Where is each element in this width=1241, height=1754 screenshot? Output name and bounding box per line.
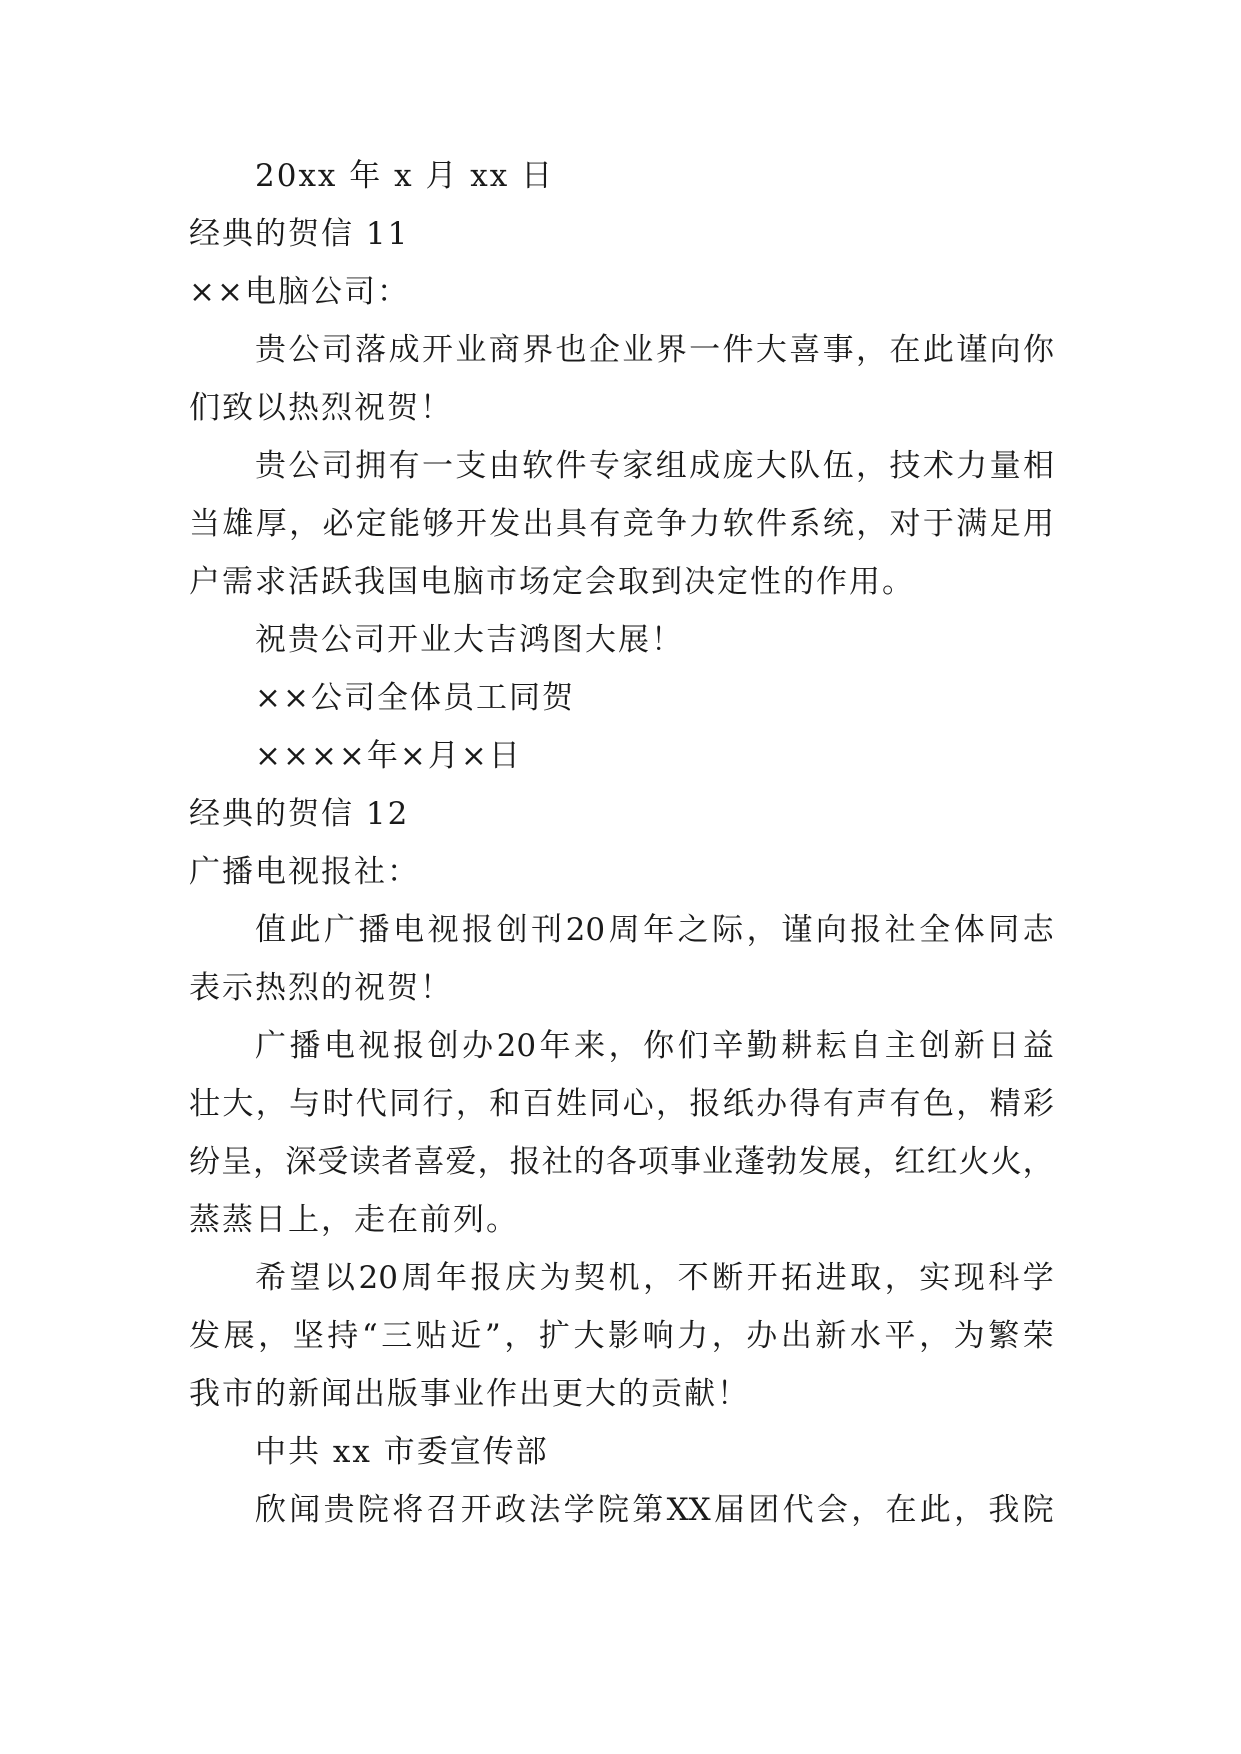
text-line: 欣 闻 贵 院 将 召 开 政 法 学 院 第 XX 届 团 代 会 ， 在 此 ， 我 院 bbox=[255, 1492, 1054, 1528]
text-line: ××公司全体员工同贺 bbox=[255, 680, 575, 716]
text-line: ××电脑公司： bbox=[189, 274, 410, 310]
text-line: 希 望 以 20 周 年 报 庆 为 契 机 ， 不 断 开 拓 进 取 ， 实 现 科 学 bbox=[255, 1260, 1054, 1296]
text-line: 贵 公 司 拥 有 一 支 由 软 件 专 家 组 成 庞 大 队 伍 ， 技 术 力 量 相 bbox=[255, 448, 1054, 484]
text-line: 20xx 年 x 月 xx 日 bbox=[255, 158, 555, 194]
text-line: 广 播 电 视 报 创 办 20 年 来 ， 你 们 辛 勤 耕 耘 自 主 创 新 日 益 bbox=[255, 1028, 1054, 1064]
text-line: 们致以热烈祝贺！ bbox=[189, 390, 453, 426]
text-line: 蒸蒸日上，走在前列。 bbox=[189, 1202, 519, 1238]
text-line: 经典的贺信 12 bbox=[189, 796, 410, 832]
text-line: 当 雄 厚 ， 必 定 能 够 开 发 出 具 有 竞 争 力 软 件 系 统 ， 对 于 满 足 用 bbox=[189, 506, 1054, 542]
text-line: 值 此 广 播 电 视 报 创 刊 20 周 年 之 际 ， 谨 向 报 社 全 体 同 志 bbox=[255, 912, 1054, 948]
text-line: ××××年×月×日 bbox=[255, 738, 522, 774]
text-line: 户需求活跃我国电脑市场定会取到决定性的作用。 bbox=[189, 564, 915, 600]
text-line: 祝贵公司开业大吉鸿图大展！ bbox=[255, 622, 684, 658]
text-line: 贵 公 司 落 成 开 业 商 界 也 企 业 界 一 件 大 喜 事 ， 在 此 谨 向 你 bbox=[255, 332, 1054, 368]
text-line: 发 展 ， 坚 持 “ 三 贴 近 ” ， 扩 大 影 响 力 ， 办 出 新 水 平 ， 为 繁 荣 bbox=[189, 1318, 1054, 1354]
text-line: 纷 呈 ， 深 受 读 者 喜 爱 ， 报 社 的 各 项 事 业 蓬 勃 发 展 ， 红 红 火 火 ， bbox=[189, 1144, 1054, 1180]
text-line: 经典的贺信 11 bbox=[189, 216, 410, 252]
text-line: 中共 xx 市委宣传部 bbox=[255, 1434, 549, 1470]
text-line: 壮 大 ， 与 时 代 同 行 ， 和 百 姓 同 心 ， 报 纸 办 得 有 声 有 色 ， 精 彩 bbox=[189, 1086, 1054, 1122]
text-line: 表示热烈的祝贺！ bbox=[189, 970, 453, 1006]
text-line: 广播电视报社： bbox=[189, 854, 420, 890]
text-line: 我市的新闻出版事业作出更大的贡献！ bbox=[189, 1376, 750, 1412]
